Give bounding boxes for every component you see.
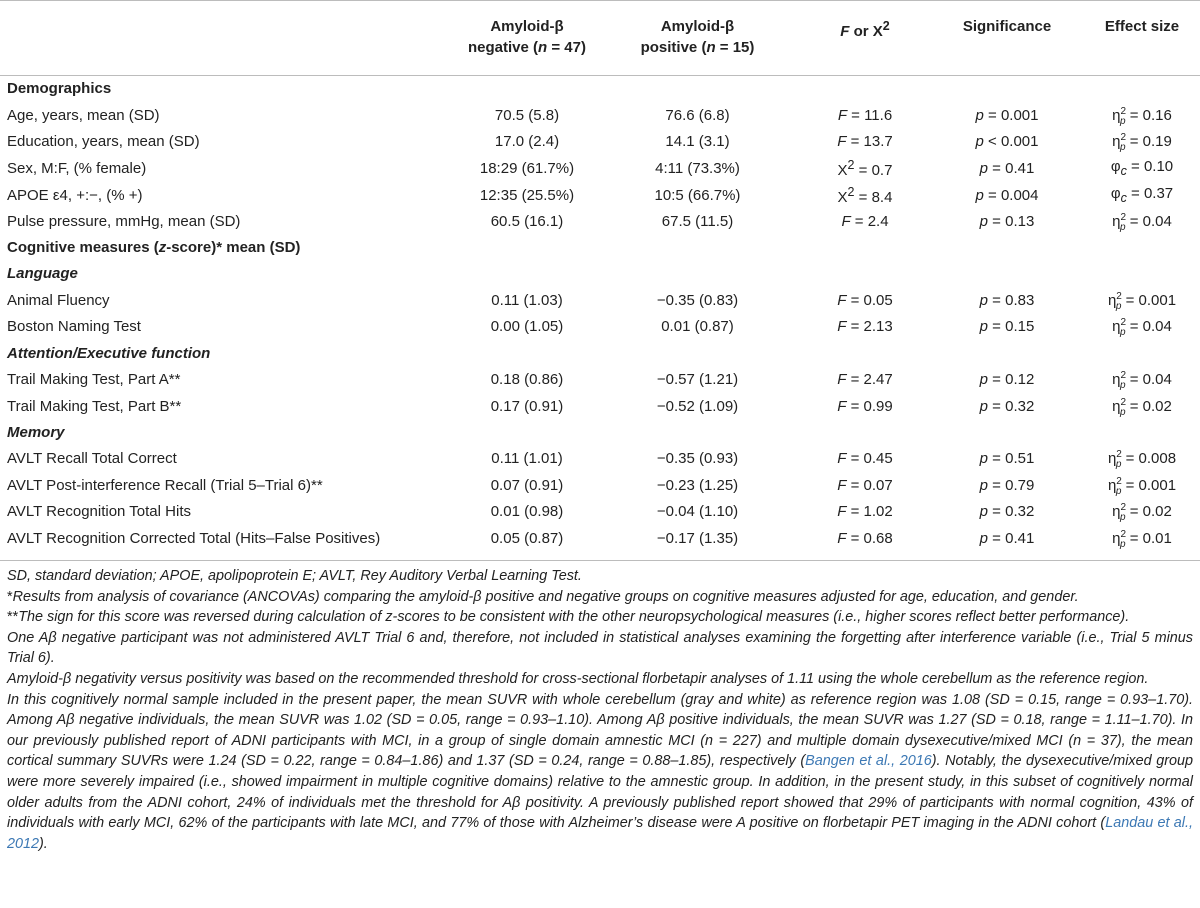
table-header [0,0,1200,75]
cell-significance: p = 0.15 [979,318,1035,336]
cell-significance: p = 0.32 [979,397,1035,415]
phi-symbol: $\varphi_c$ [1110,158,1127,179]
cell-amyloid-positive: −0.23 (1.25) [656,476,739,494]
cell-amyloid-positive: 14.1 (3.1) [665,133,730,151]
cell-amyloid-negative: 0.17 (0.91) [490,397,564,415]
row-label: AVLT Post-interference Recall (Trial 5–Trial 6)** [7,476,323,494]
header-test-statistic: F or $X^2$ [840,19,890,40]
row-label: Sex, M:F, (% female) [7,159,147,177]
cell-significance: p = 0.32 [979,503,1035,521]
cell-amyloid-positive: 4:11 (73.3%) [655,159,740,177]
row-label: Trail Making Test, Part A** [7,370,181,388]
cell-effect-size: $\eta^2_p = 0.04$ [1112,212,1172,234]
eta-symbol: $\eta^2_p$ [1112,105,1127,127]
cell-amyloid-negative: 0.11 (1.03) [491,291,563,309]
footnote-threshold: Amyloid-β negativity versus positivity was based on the recommended threshold for cross-sectional florbetapir analyses of 1.11 using the whole cerebellum as the reference region. [7,670,1149,687]
row-label: Boston Naming Test [7,318,141,336]
cell-amyloid-negative: 60.5 (16.1) [490,213,564,231]
footnote-abbreviations: SD, standard deviation; APOE, apolipoprotein E; AVLT, Rey Auditory Verbal Learning Test. [7,568,582,584]
table-row [0,129,1200,156]
cell-significance: p = 0.004 [975,186,1039,204]
header-effect-size: Effect size [1104,18,1180,35]
cell-amyloid-negative: 0.05 (0.87) [490,529,564,547]
cell-amyloid-negative: 0.11 (1.01) [491,450,563,468]
cell-amyloid-negative: 18:29 (61.7%) [479,159,575,177]
cell-test-statistic: $X^2 = 8.4$ [837,184,893,206]
eta-symbol: $\eta^2_p$ [1112,132,1127,154]
header-amyloid-negative: Amyloid-β negative (n = 47) [468,18,586,56]
cell-amyloid-positive: −0.35 (0.83) [656,291,739,309]
cell-test-statistic: F = 0.05 [837,291,893,309]
table-row [0,472,1200,499]
footnote-ancova: *Results from analysis of covariance (ANCOVAs) comparing the amyloid-β positive and negative groups on cognitive measures adjusted for age, education, and gender. [7,588,1079,605]
footnote-sign-reversed: **The sign for this score was reversed during calculation of z-scores to be consistent with the other neuropsychological measures (i.e., higher scores reflect better performance). [7,609,1130,626]
eta-symbol: $\eta^2_p$ [1107,290,1122,312]
cell-significance: p < 0.001 [975,133,1039,151]
citation-bangen[interactable]: Bangen et al., 2016 [805,753,932,770]
cell-test-statistic: F = 0.68 [837,529,893,547]
row-label: Pulse pressure, mmHg, mean (SD) [7,213,241,231]
section-memory: Memory [7,423,65,441]
table-row [0,314,1200,341]
cell-significance: p = 0.79 [979,476,1035,494]
table-row [0,182,1200,209]
bottom-rule [0,560,1200,561]
cell-test-statistic: F = 2.47 [837,370,893,388]
eta-symbol: $\eta^2_p$ [1112,212,1127,234]
phi-symbol: $\varphi_c$ [1110,185,1127,206]
table-row [0,393,1200,420]
row-label: AVLT Recognition Total Hits [7,503,191,521]
eta-symbol: $\eta^2_p$ [1112,369,1127,391]
table-row [0,366,1200,393]
table-row [0,208,1200,235]
table-row [0,102,1200,129]
cell-amyloid-negative: 0.00 (1.05) [490,318,564,336]
row-label: Education, years, mean (SD) [7,133,200,151]
header-blank [0,0,452,75]
cell-amyloid-negative: 0.01 (0.98) [490,503,564,521]
cell-effect-size: $\eta^2_p = 0.04$ [1112,369,1172,391]
cell-amyloid-positive: −0.52 (1.09) [656,397,739,415]
cell-effect-size: $\eta^2_p = 0.01$ [1112,528,1172,550]
section-language: Language [7,265,78,283]
row-label: Trail Making Test, Part B** [7,397,182,415]
cell-amyloid-positive: 10:5 (66.7%) [654,186,741,204]
cell-test-statistic: F = 2.4 [841,213,889,231]
cell-test-statistic: F = 0.99 [837,397,893,415]
table-row [0,287,1200,314]
cell-effect-size: $\eta^2_p = 0.001$ [1107,290,1177,312]
cell-effect-size: $\eta^2_p = 0.02$ [1112,396,1172,418]
cell-amyloid-positive: 0.01 (0.87) [661,318,734,336]
cell-effect-size: $\eta^2_p = 0.16$ [1112,105,1172,127]
cell-effect-size: $\eta^2_p = 0.001$ [1107,475,1177,497]
section-demographics: Demographics [7,80,112,97]
header-amyloid-positive: Amyloid-β positive (n = 15) [640,18,755,56]
table-row [0,155,1200,182]
row-label: AVLT Recognition Corrected Total (Hits–False Positives) [7,529,381,547]
table-footnotes [7,566,1193,854]
header-significance: Significance [962,18,1052,35]
cell-significance: p = 0.001 [975,106,1039,124]
cell-effect-size: $\eta^2_p = 0.02$ [1112,502,1172,524]
cell-effect-size: $\eta^2_p = 0.19$ [1112,132,1172,154]
cell-test-statistic: F = 11.6 [837,106,893,124]
cell-effect-size: $\varphi_c = 0.37$ [1110,185,1174,206]
cell-amyloid-positive: 67.5 (11.5) [661,213,734,231]
eta-symbol: $\eta^2_p$ [1107,475,1122,497]
cell-amyloid-negative: 0.18 (0.86) [490,370,564,388]
cell-amyloid-negative: 17.0 (2.4) [494,133,560,151]
cell-effect-size: $\eta^2_p = 0.04$ [1112,317,1172,339]
table-row [0,525,1200,552]
cell-significance: p = 0.12 [979,370,1035,388]
cell-amyloid-positive: 76.6 (6.8) [665,106,730,124]
row-label: APOE ε4, +:−, (% +) [7,186,143,204]
cell-test-statistic: F = 0.45 [837,450,893,468]
footnote-suvr: In this cognitively normal sample included in the present paper, the mean SUVR with whole cerebellum (gray and white) as reference region was 1.08 (SD = 0.15, range = 0.93–1.70). Among Aβ negative individuals, the mean SUVR was 1.02 (SD = 0.05, range = 0.93–1.10). Among Aβ positive individuals, the mean SUVR was 1.27 (SD = 0.18, range = 1.11–1.70). In our previously published report of ADNI participants with MCI, in a group of single domain amnestic MCI (n = 227) and multiple domain dysexecutive/mixed MCI (n = 37), the mean cortical summary SUVRs were 1.24 (SD = 0.22, range = 0.84–1.86) and 1.37 (SD = 0.24, range = 0.88–1.85), respectively (Bangen et al., 2016). Notably, the dysexecutive/mixed group were more severely impaired (i.e., showed impairment in multiple cognitive domains) relative to the amnestic group. In addition, in the present study, in this subset of cognitively normal older adults from the ADNI cohort, 24% of individuals met the threshold for Aβ positivity. A previously published report showed that 29% of participants with normal cognition, 43% of individuals with early MCI, 62% of the participants with late MCI, and 77% of those with Alzheimer’s disease were A positive on florbetapir PET imaging in the ADNI cohort (Landau et al., 2012). [7,691,1194,852]
cell-significance: p = 0.13 [979,213,1035,231]
eta-symbol: $\eta^2_p$ [1112,502,1127,524]
eta-symbol: $\eta^2_p$ [1107,449,1122,471]
row-label: Animal Fluency [7,291,110,309]
section-cognitive-measures: Cognitive measures (z-score)* mean (SD) [7,239,301,257]
cell-significance: p = 0.41 [979,159,1035,177]
eta-symbol: $\eta^2_p$ [1112,317,1127,339]
cell-amyloid-positive: −0.35 (0.93) [656,450,739,468]
cell-test-statistic: F = 13.7 [837,133,893,151]
cell-amyloid-positive: −0.17 (1.35) [656,529,739,547]
cell-amyloid-negative: 70.5 (5.8) [494,106,560,124]
cell-significance: p = 0.83 [979,291,1035,309]
row-label: Age, years, mean (SD) [7,106,160,124]
cell-amyloid-negative: 0.07 (0.91) [490,476,564,494]
footnote-avlt-trial6: One Aβ negative participant was not administered AVLT Trial 6 and, therefore, not included in statistical analyses examining the forgetting after interference variable (i.e., Trial 5 minus Trial 6). [7,629,1193,667]
cell-test-statistic: $X^2 = 0.7$ [837,157,893,179]
cell-test-statistic: F = 1.02 [837,503,893,521]
table-row [0,445,1200,472]
cell-significance: p = 0.41 [979,529,1035,547]
cell-amyloid-positive: −0.04 (1.10) [656,503,739,521]
cell-effect-size: $\varphi_c = 0.10$ [1110,158,1174,179]
cell-test-statistic: F = 2.13 [837,318,893,336]
cell-amyloid-negative: 12:35 (25.5%) [479,186,575,204]
eta-symbol: $\eta^2_p$ [1112,528,1127,550]
cell-test-statistic: F = 0.07 [837,476,893,494]
cell-amyloid-positive: −0.57 (1.21) [656,370,739,388]
section-attention-executive: Attention/Executive function [7,344,211,362]
row-label: AVLT Recall Total Correct [7,450,177,468]
cell-significance: p = 0.51 [979,450,1035,468]
eta-symbol: $\eta^2_p$ [1112,396,1127,418]
citation-landau[interactable]: Landau et al., 2012 [7,815,1193,852]
table-row [0,499,1200,526]
cell-effect-size: $\eta^2_p = 0.008$ [1107,449,1177,471]
